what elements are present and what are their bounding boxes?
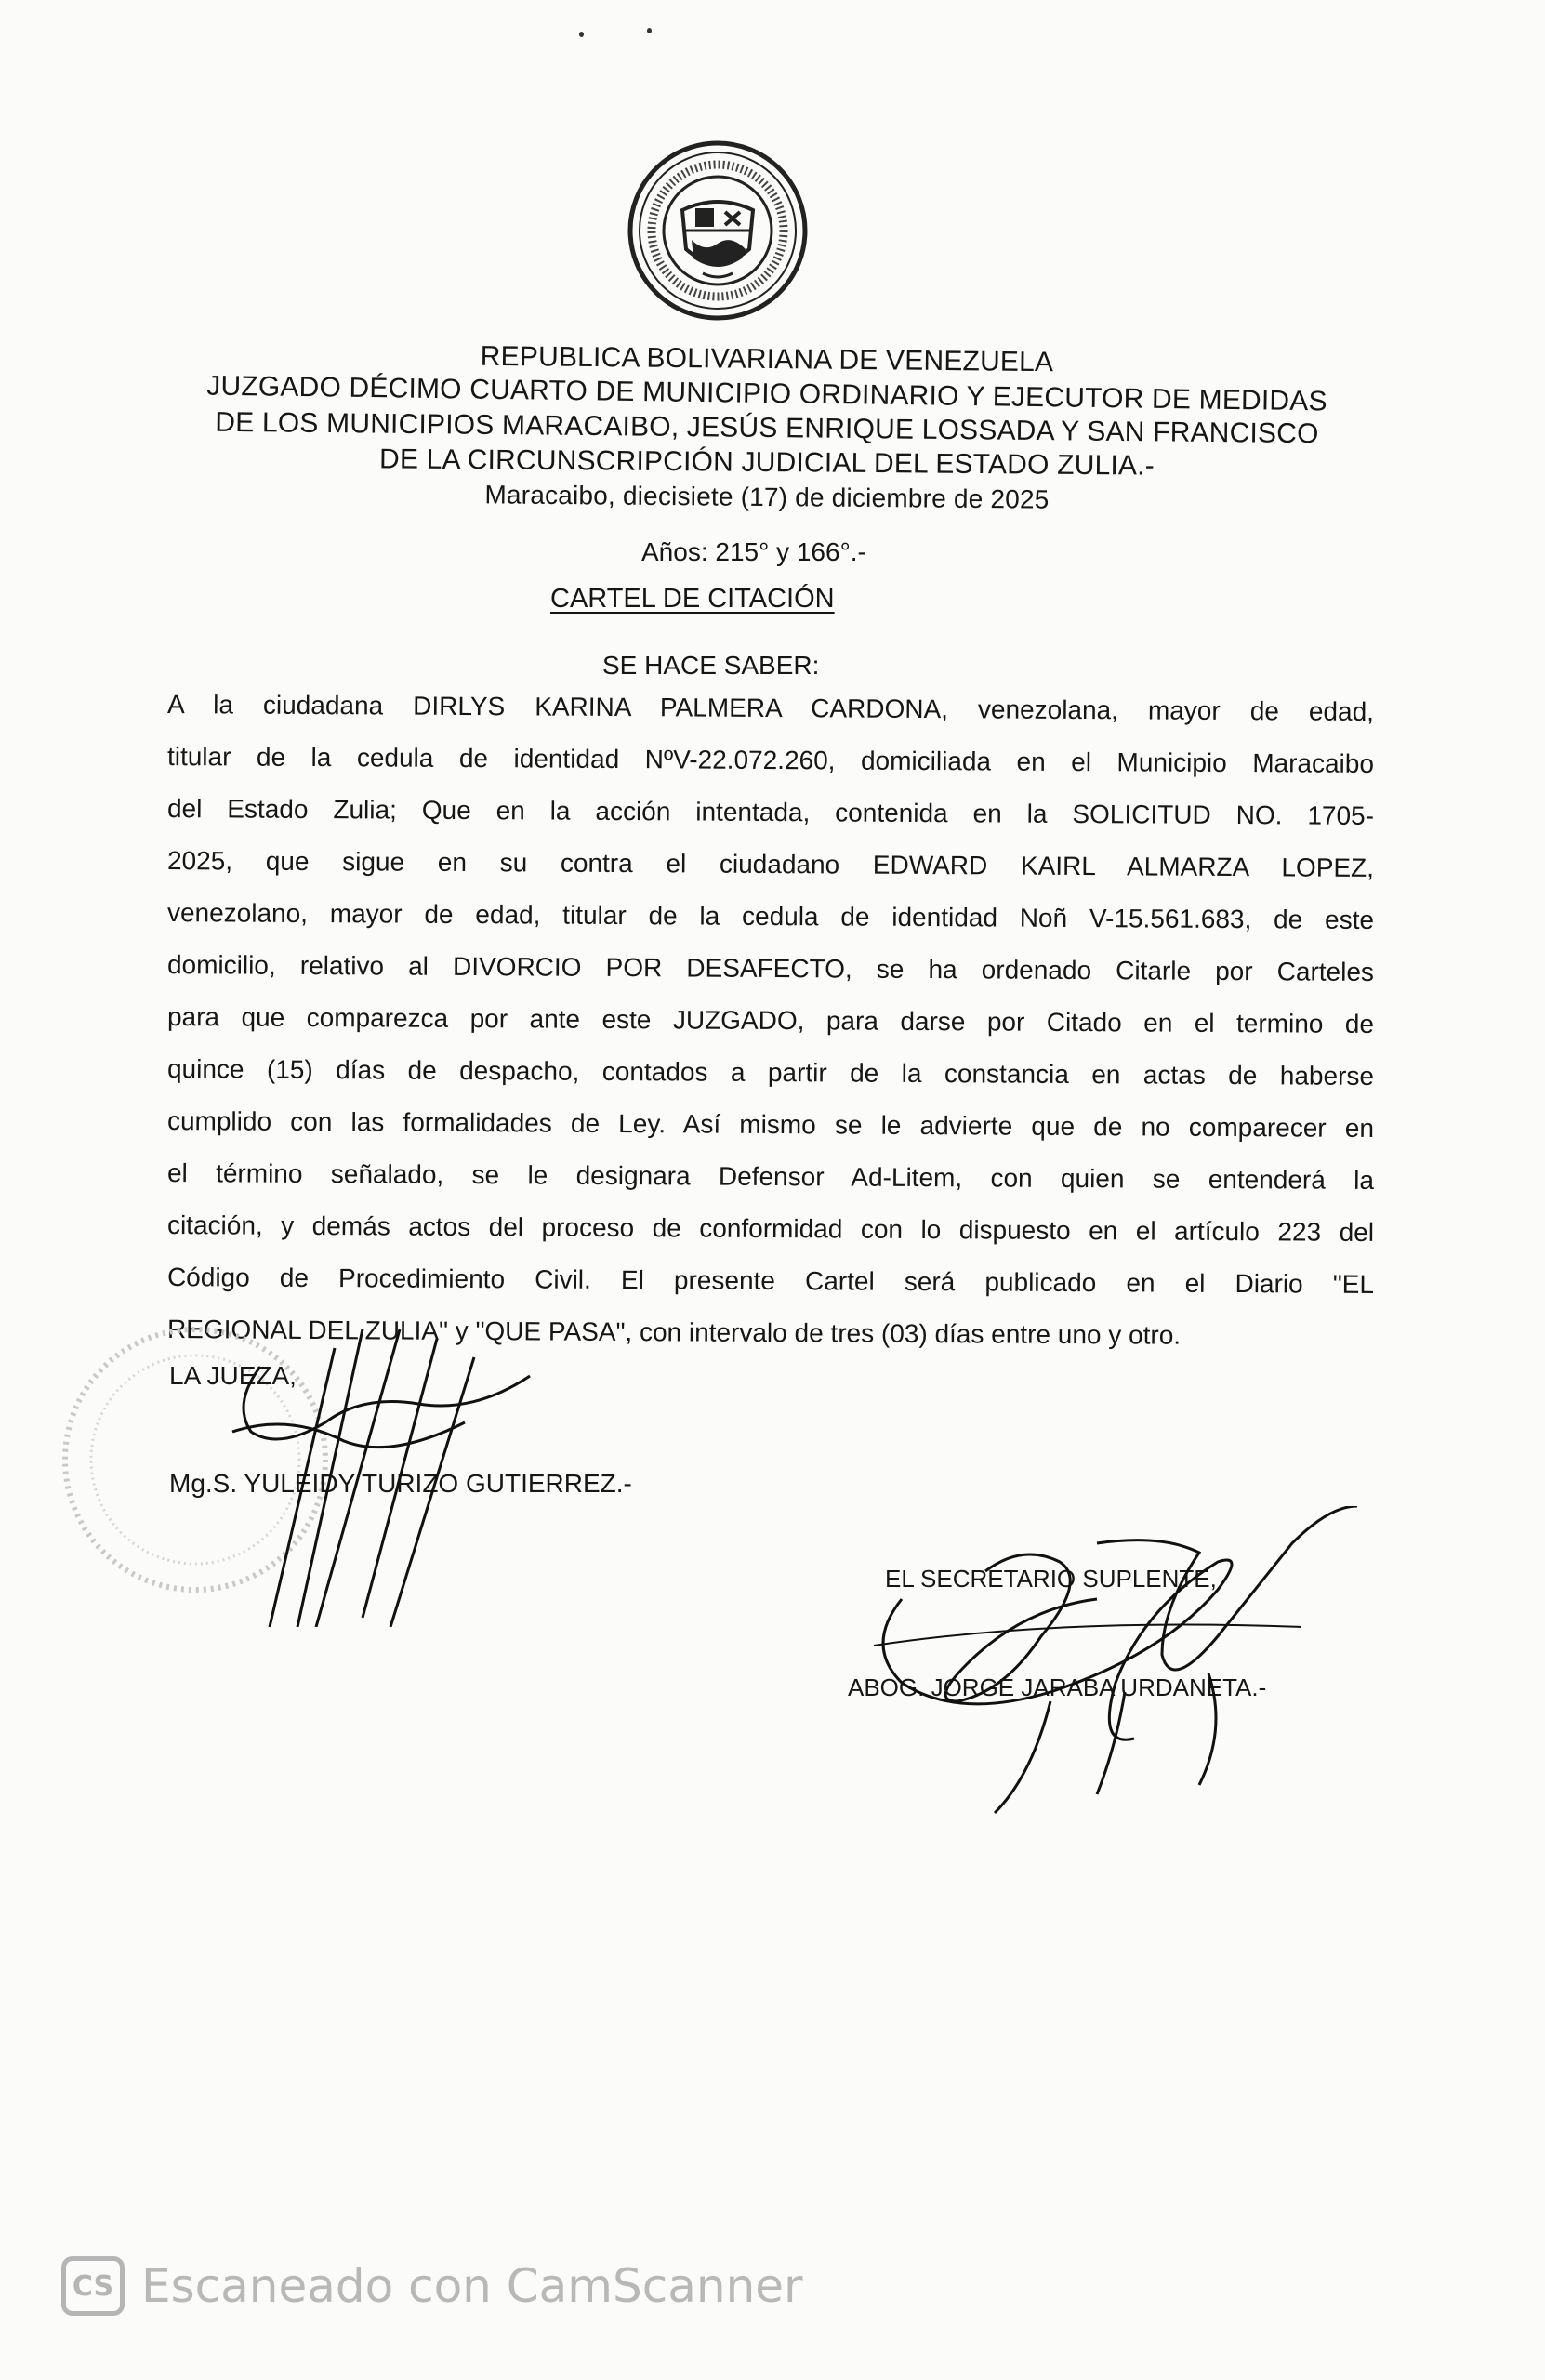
body-line: cumplido con las formalidades de Ley. Así mismo se le advierte que de no comparecer en xyxy=(166,1106,1375,1143)
header-country: REPUBLICA BOLIVARIANA DE VENEZUELA xyxy=(480,340,1054,378)
body-line: quince (15) días de despacho, contados a partir de la constancia en actas de haberse xyxy=(166,1054,1375,1091)
header-court-line-3: DE LA CIRCUNSCRIPCIÓN JUDICIAL DEL ESTADO ZULIA.- xyxy=(378,443,1155,482)
header-court-line-1: JUZGADO DÉCIMO CUARTO DE MUNICIPIO ORDINARIO Y EJECUTOR DE MEDIDAS xyxy=(206,370,1327,417)
body-line: 2025, que sigue en su contra el ciudadano EDWARD KAIRL ALMARZA LOPEZ, xyxy=(166,846,1375,882)
header-court-line-2: DE LOS MUNICIPIOS MARACAIBO, JESÚS ENRIQUE LOSSADA Y SAN FRANCISCO xyxy=(215,406,1319,450)
court-seal-icon xyxy=(625,138,811,324)
scan-speck xyxy=(579,32,584,37)
body-line: domicilio, relativo al DIVORCIO POR DESAFECTO, se ha ordenado Citarle por Carteles xyxy=(166,950,1375,986)
header-date: Maracaibo, diecisiete (17) de diciembre de 2025 xyxy=(484,480,1050,514)
judge-label: LA JUEZA, xyxy=(169,1361,297,1390)
years-line: Años: 215° y 166°.- xyxy=(641,537,866,566)
secretary-label: EL SECRETARIO SUPLENTE, xyxy=(885,1565,1217,1593)
body-line: Código de Procedimiento Civil. El presente Cartel será publicado en el Diario "EL xyxy=(166,1263,1375,1299)
body-line: el término señalado, se le designara Defensor Ad-Litem, con quien se entenderá la xyxy=(166,1158,1375,1195)
body-line: titular de la cedula de identidad NºV-22.072.260, domiciliada en el Municipio Maracaibo xyxy=(166,742,1375,778)
document-header xyxy=(139,342,1394,514)
body-line: del Estado Zulia; Que en la acción intentada, contenida en la SOLICITUD NO. 1705- xyxy=(166,794,1375,830)
se-hace-saber: SE HACE SABER: xyxy=(602,651,820,680)
secretary-name: ABOG. JORGE JARABA URDANETA.- xyxy=(848,1673,1267,1701)
watermark-text: Escaneado con CamScanner xyxy=(141,2259,803,2313)
body-line: citación, y demás actos del proceso de conformidad con lo dispuesto en el artículo 223 del xyxy=(166,1210,1375,1247)
body-line: A la ciudadana DIRLYS KARINA PALMERA CARDONA, venezolana, mayor de edad, xyxy=(166,690,1375,726)
camscanner-logo-icon: CS xyxy=(61,2256,125,2316)
camscanner-watermark xyxy=(61,2254,803,2319)
secretary-signature-icon xyxy=(818,1506,1413,1822)
judge-name: Mg.S. YULEIDY TURIZO GUTIERREZ.- xyxy=(169,1469,632,1498)
body-line: REGIONAL DEL ZULIA" y "QUE PASA", con intervalo de tres (03) días entre uno y otro. xyxy=(166,1315,1182,1350)
body-line: para que comparezca por ante este JUZGADO, para darse por Citado en el termino de xyxy=(166,1002,1375,1038)
document-body xyxy=(167,682,1374,1359)
scan-speck xyxy=(647,28,652,33)
judge-signature-icon xyxy=(205,1292,604,1627)
body-line: venezolano, mayor de edad, titular de la cedula de identidad Noñ V-15.561.683, de este xyxy=(166,898,1375,934)
document-title: CARTEL DE CITACIÓN xyxy=(550,584,835,614)
